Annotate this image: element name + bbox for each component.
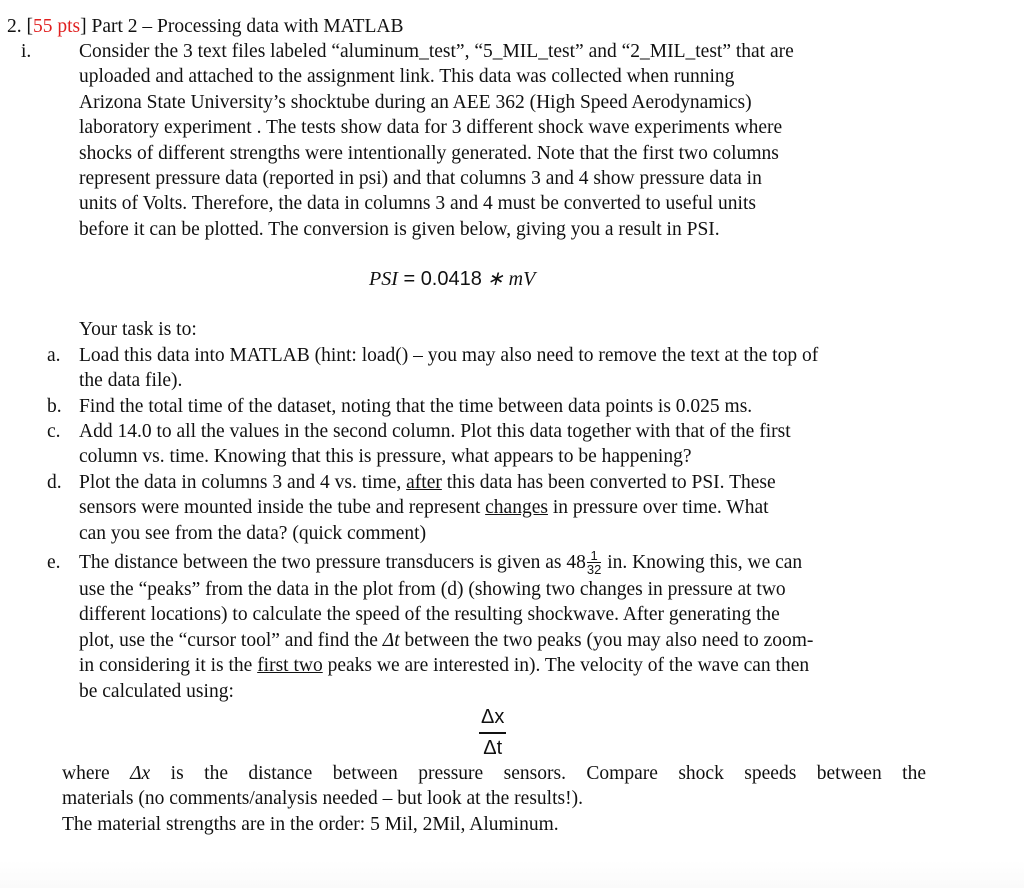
task-body — [79, 419, 929, 470]
paragraph-line: shocks of different strengths were intentionally generated. Note that the first two columns — [79, 142, 779, 164]
question-heading: 2. [55 pts] Part 2 – Processing data with MATLAB — [7, 16, 404, 37]
text-run: in pressure over time. What — [547, 497, 769, 519]
paragraph-line: Arizona State University’s shocktube during an AEE 362 (High Speed Aerodynamics) — [79, 91, 752, 113]
text-run: between the two peaks (you may also need to zoom- — [399, 629, 814, 651]
task-line: use the “peaks” from the data in the plot from (d) (showing two changes in pressure at two — [79, 579, 786, 600]
text-run: plot, use the “cursor tool” and find the — [79, 629, 383, 651]
task-label: c. — [47, 421, 61, 442]
question-number: 2. — [7, 16, 22, 37]
text-run: in. Knowing this, we can — [602, 552, 803, 573]
emphasis-first-two: first two — [257, 655, 323, 677]
closing-line — [62, 761, 926, 786]
task-line: different locations) to calculate the speed of the resulting shockwave. After generating the — [79, 604, 780, 626]
task-line — [79, 550, 929, 577]
velocity-numerator: Δx — [479, 704, 506, 734]
question-title: Part 2 – Processing data with MATLAB — [91, 16, 404, 37]
text-run: where — [62, 763, 131, 784]
points-badge: 55 pts — [33, 16, 81, 37]
task-line: the data file). — [79, 370, 183, 392]
closing-paragraph — [62, 761, 926, 837]
velocity-denominator: Δt — [483, 737, 503, 759]
closing-line: materials (no comments/analysis needed – but look at the results!). — [62, 788, 583, 810]
section-i-label: i. — [21, 41, 32, 62]
task-line: Find the total time of the dataset, noting that the time between data points is 0.025 ms. — [79, 396, 753, 417]
emphasis-after: after — [406, 472, 442, 493]
task-label: b. — [47, 396, 62, 417]
distance-fraction — [587, 549, 601, 576]
emphasis-changes: changes — [485, 497, 548, 519]
formula-equals: = — [397, 268, 421, 290]
task-line: Add 14.0 to all the values in the second column. Plot this data together with that of the first — [79, 421, 791, 442]
task-intro: Your task is to: — [79, 319, 197, 340]
paragraph-line: units of Volts. Therefore, the data in columns 3 and 4 must be converted to useful units — [79, 193, 756, 215]
task-body — [79, 394, 929, 419]
text-run: this data has been converted to PSI. These — [441, 472, 776, 493]
delta-x-symbol: Δx — [130, 763, 151, 784]
conversion-formula — [369, 266, 535, 291]
paragraph-line: before it can be plotted. The conversion is given below, giving you a result in PSI. — [79, 218, 720, 240]
fraction-denominator: 32 — [586, 562, 602, 578]
text-run: The distance between the two pressure transducers is given as 48 — [79, 552, 586, 573]
task-line: can you see from the data? (quick comment) — [79, 522, 427, 544]
formula-operator: ∗ — [481, 268, 509, 290]
task-body — [79, 470, 929, 546]
formula-rhs: mV — [508, 268, 536, 290]
task-label: e. — [47, 552, 61, 573]
closing-line: The material strengths are in the order: 5 Mil, 2Mil, Aluminum. — [62, 813, 559, 835]
task-line — [79, 470, 929, 495]
task-line — [79, 628, 929, 653]
task-line — [79, 653, 929, 678]
paragraph-line: Consider the 3 text files labeled “aluminum_test”, “5_MIL_test” and “2_MIL_test” that are — [79, 41, 794, 62]
task-line: column vs. time. Knowing that this is pressure, what appears to be happening? — [79, 446, 692, 468]
text-run: in considering it is the — [79, 655, 258, 677]
velocity-formula — [479, 704, 506, 762]
text-run: sensors were mounted inside the tube and represent — [79, 497, 486, 519]
paragraph-line: represent pressure data (reported in psi) and that columns 3 and 4 show pressure data in — [79, 168, 762, 190]
delta-t-symbol: Δt — [382, 629, 400, 651]
task-line: Load this data into MATLAB (hint: load() – you may also need to remove the text at the top of — [79, 345, 819, 366]
text-run: is the distance between pressure sensors. Compare shock speeds between the — [150, 763, 926, 784]
formula-coefficient: 0.0418 — [420, 268, 482, 290]
paragraph-line: laboratory experiment . The tests show data for 3 different shock wave experiments where — [79, 117, 783, 139]
section-i-paragraph — [79, 39, 929, 242]
text-run: peaks we are interested in). The velocity of the wave can then — [322, 655, 810, 677]
task-body — [79, 343, 929, 394]
task-label: d. — [47, 472, 62, 493]
task-label: a. — [47, 345, 61, 366]
text-run: Plot the data in columns 3 and 4 vs. time, — [79, 472, 407, 493]
task-line: be calculated using: — [79, 680, 234, 702]
task-body — [79, 550, 929, 704]
paragraph-line: uploaded and attached to the assignment link. This data was collected when running — [79, 66, 735, 88]
formula-lhs: PSI — [369, 268, 398, 290]
fraction-numerator: 1 — [587, 549, 601, 563]
task-line — [79, 495, 929, 520]
